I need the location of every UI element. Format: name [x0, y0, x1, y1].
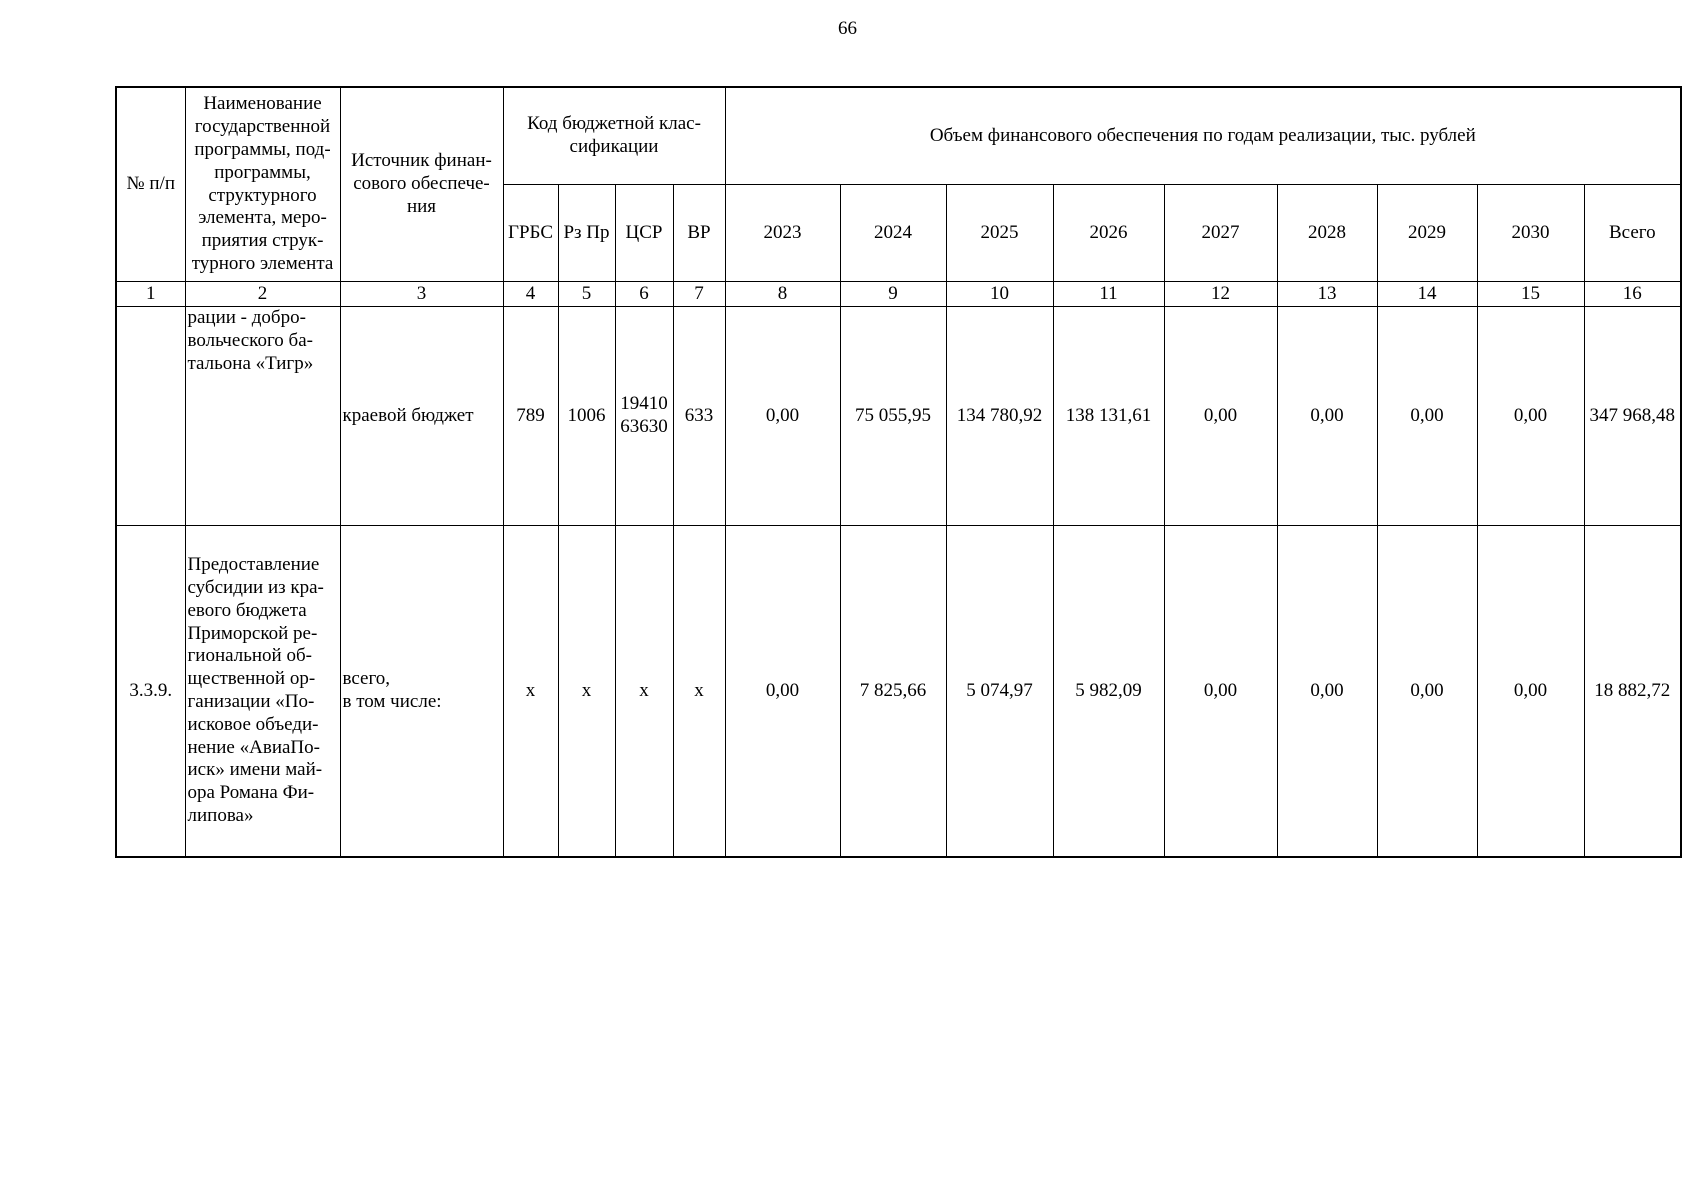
column-number: 6	[615, 282, 673, 307]
row-vr: x	[673, 526, 725, 858]
row-value-2024: 75 055,95	[840, 307, 946, 526]
column-number: 10	[946, 282, 1053, 307]
column-numbers-row	[116, 282, 1681, 307]
row-value-2024: 7 825,66	[840, 526, 946, 858]
row-value-total: 18 882,72	[1584, 526, 1681, 858]
column-number: 3	[340, 282, 503, 307]
header-vr: ВР	[673, 185, 725, 282]
header-year-2024: 2024	[840, 185, 946, 282]
row-value-2029: 0,00	[1377, 307, 1477, 526]
column-number: 11	[1053, 282, 1164, 307]
column-number: 14	[1377, 282, 1477, 307]
header-year-2023: 2023	[725, 185, 840, 282]
row-csr: x	[615, 526, 673, 858]
row-value-2028: 0,00	[1277, 526, 1377, 858]
row-value-2028: 0,00	[1277, 307, 1377, 526]
header-grbs: ГРБС	[503, 185, 558, 282]
header-year-2025: 2025	[946, 185, 1053, 282]
row-grbs: 789	[503, 307, 558, 526]
header-name: Наименование государственной программы, под- программы, структурного элемента, меро- приятия струк- турного элемента	[185, 87, 340, 282]
header-csr: ЦСР	[615, 185, 673, 282]
row-value-total: 347 968,48	[1584, 307, 1681, 526]
row-value-2027: 0,00	[1164, 526, 1277, 858]
header-rzpr: Рз Пр	[558, 185, 615, 282]
row-value-2026: 5 982,09	[1053, 526, 1164, 858]
column-number: 13	[1277, 282, 1377, 307]
row-value-2025: 5 074,97	[946, 526, 1053, 858]
header-year-2030: 2030	[1477, 185, 1584, 282]
row-source: краевой бюджет	[340, 307, 503, 526]
column-number: 7	[673, 282, 725, 307]
row-rzpr: 1006	[558, 307, 615, 526]
header-num: № п/п	[116, 87, 185, 282]
column-number: 2	[185, 282, 340, 307]
row-value-2025: 134 780,92	[946, 307, 1053, 526]
column-number: 8	[725, 282, 840, 307]
row-value-2030: 0,00	[1477, 526, 1584, 858]
column-number: 5	[558, 282, 615, 307]
row-value-2023: 0,00	[725, 526, 840, 858]
row-value-2027: 0,00	[1164, 307, 1277, 526]
row-num	[116, 307, 185, 526]
column-number: 15	[1477, 282, 1584, 307]
header-code-group: Код бюджетной клас- сификации	[503, 87, 725, 185]
table-row	[116, 307, 1681, 526]
row-value-2029: 0,00	[1377, 526, 1477, 858]
table-row	[116, 526, 1681, 858]
column-number: 16	[1584, 282, 1681, 307]
row-csr: 19410 63630	[615, 307, 673, 526]
header-total: Всего	[1584, 185, 1681, 282]
column-number: 4	[503, 282, 558, 307]
header-year-2028: 2028	[1277, 185, 1377, 282]
row-grbs: x	[503, 526, 558, 858]
column-number: 9	[840, 282, 946, 307]
row-name: рации - добро- вольческого ба- тальона «Тигр»	[185, 307, 340, 526]
row-name: Предоставление субсидии из кра- евого бюджета Приморской ре- гиональной об- щественной ор- ганизации «По- исковое объеди- нение «АвиаПо- иск» имени май- ора Романа Фи- липова»	[185, 526, 340, 858]
header-year-2029: 2029	[1377, 185, 1477, 282]
row-vr: 633	[673, 307, 725, 526]
row-source: всего, в том числе:	[340, 526, 503, 858]
row-value-2026: 138 131,61	[1053, 307, 1164, 526]
header-volume-group: Объем финансового обеспечения по годам реализации, тыс. рублей	[725, 87, 1681, 185]
row-value-2030: 0,00	[1477, 307, 1584, 526]
budget-table	[115, 86, 1682, 858]
row-rzpr: x	[558, 526, 615, 858]
column-number: 1	[116, 282, 185, 307]
row-value-2023: 0,00	[725, 307, 840, 526]
header-year-2026: 2026	[1053, 185, 1164, 282]
page-number: 66	[838, 18, 857, 39]
header-source: Источник финан- сового обеспече- ния	[340, 87, 503, 282]
row-num: 3.3.9.	[116, 526, 185, 858]
header-year-2027: 2027	[1164, 185, 1277, 282]
column-number: 12	[1164, 282, 1277, 307]
